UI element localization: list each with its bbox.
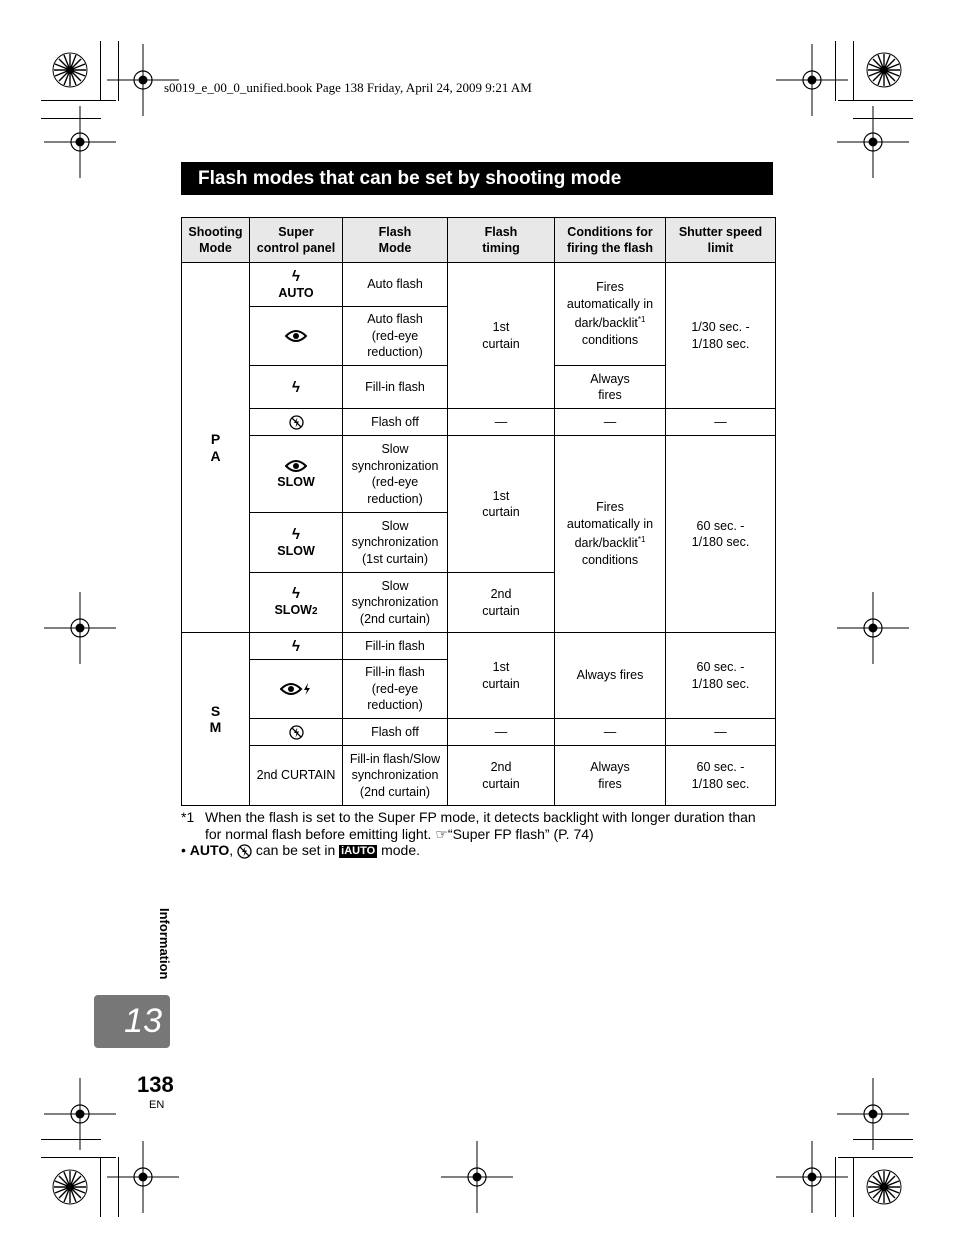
cond-fires-auto-a: Fires automatically in dark/backlit$^{*1}$ conditions: [555, 263, 666, 366]
red-eye-flash-icon: [280, 682, 312, 696]
flash-off-icon: [289, 415, 304, 430]
col-header-flash-timing: Flash timing: [448, 218, 555, 263]
sym-flash-off: [250, 409, 343, 436]
col-header-conditions: Conditions for firing the flash: [555, 218, 666, 263]
sym-auto-label: AUTO: [278, 285, 314, 300]
cond-fires-auto-b: Fires automatically in dark/backlit$^{*1}$ conditions: [555, 436, 666, 633]
section-title: Flash modes that can be set by shooting mode: [181, 162, 773, 195]
timing-dash-b: —: [448, 719, 555, 746]
flash-mode-auto-redeye: Auto flash (red-eye reduction): [343, 307, 448, 366]
footnote-marker: *1: [181, 809, 195, 825]
red-eye-icon: [285, 329, 307, 343]
sym-flash-auto: [250, 263, 343, 307]
speed-dash-b: —: [666, 719, 776, 746]
sym-slow-label: SLOW: [277, 543, 315, 558]
speed-60-180-c: 60 sec. - 1/180 sec.: [666, 746, 776, 806]
cond-always-fires-a: Always fires: [555, 366, 666, 409]
speed-30-180: 1/30 sec. - 1/180 sec.: [666, 263, 776, 409]
section-side-label: Information: [157, 908, 172, 980]
table-row: [182, 633, 776, 660]
flash-mode-off-sm: Flash off: [343, 719, 448, 746]
cond-always-fires-c: Always fires: [555, 746, 666, 806]
sym-2nd-curtain: 2nd CURTAIN: [250, 746, 343, 806]
flash-icon: ϟ: [292, 267, 300, 285]
flash-mode-fill-in-sm: Fill-in flash: [343, 633, 448, 660]
cond-dash-b: —: [555, 719, 666, 746]
sym-slow-label: SLOW: [277, 475, 315, 489]
timing-dash-a: —: [448, 409, 555, 436]
iauto-mode-icon: iAUTO: [341, 845, 376, 857]
col-header-shutter-speed: Shutter speed limit: [666, 218, 776, 263]
sym-slow2-label: SLOW: [274, 602, 312, 617]
page-number: 138: [137, 1072, 174, 1097]
sym-redeye-flash: [250, 660, 343, 719]
flash-mode-auto: Auto flash: [343, 263, 448, 307]
flash-mode-fill-in: Fill-in flash: [343, 366, 448, 409]
book-header-line: s0019_e_00_0_unified.book Page 138 Friday, April 24, 2009 9:21 AM: [164, 80, 532, 95]
flash-mode-slow-redeye: Slow synchronization (red-eye reduction): [343, 436, 448, 513]
bullet: •: [181, 842, 186, 858]
cond-dash-a: —: [555, 409, 666, 436]
timing-2nd-a: 2nd curtain: [448, 573, 555, 633]
flash-off-icon: [289, 725, 304, 740]
auto-note: • AUTO, can be set in iAUTO mode.: [181, 842, 421, 858]
page-language: EN: [149, 1099, 165, 1111]
flash-icon: ϟ: [292, 584, 300, 602]
flash-mode-fill-slow-2nd: Fill-in flash/Slow synchronization (2nd curtain): [343, 746, 448, 806]
table-header-row: [182, 218, 776, 263]
cond-always-fires-b: Always fires: [555, 633, 666, 719]
sym-slow2: ϟ SLOW2: [250, 573, 343, 633]
table-row: [182, 409, 776, 436]
col-header-shooting-mode: Shooting Mode: [182, 218, 250, 263]
sym-slow: [250, 513, 343, 573]
col-header-flash-mode: Flash Mode: [343, 218, 448, 263]
flash-mode-slow-1st: Slow synchronization (1st curtain): [343, 513, 448, 573]
footnote-1: When the flash is set to the Super FP mode, it detects backlight with longer duration than for normal flash before emitting light. ☞“Super FP flash” (P. 74): [205, 809, 756, 842]
timing-1st-b: 1st curtain: [448, 436, 555, 573]
footnote-reference: “Super FP flash” (P. 74): [447, 826, 594, 842]
speed-dash-a: —: [666, 409, 776, 436]
flash-mode-slow-2nd: Slow synchronization (2nd curtain): [343, 573, 448, 633]
timing-1st-c: 1st curtain: [448, 633, 555, 719]
flash-off-icon: [237, 844, 252, 859]
sym-redeye: [250, 307, 343, 366]
timing-2nd-b: 2nd curtain: [448, 746, 555, 806]
chapter-tab: 13: [94, 995, 170, 1048]
table-row: [182, 719, 776, 746]
reference-icon: ☞: [435, 826, 448, 842]
sym-flash-off-sm: [250, 719, 343, 746]
sym-fill-in-sm: [250, 633, 343, 660]
mode-sm: S M: [182, 633, 250, 806]
flash-mode-off-a: Flash off: [343, 409, 448, 436]
sym-fill-in: [250, 366, 343, 409]
sym-redeye-slow: [250, 436, 343, 513]
speed-60-180-a: 60 sec. - 1/180 sec.: [666, 436, 776, 633]
table-row: [182, 436, 776, 513]
flash-mode-fill-redeye: Fill-in flash (red-eye reduction): [343, 660, 448, 719]
speed-60-180-b: 60 sec. - 1/180 sec.: [666, 633, 776, 719]
table-row: [182, 746, 776, 806]
timing-1st-a: 1st curtain: [448, 263, 555, 409]
mode-pa: P A: [182, 263, 250, 633]
auto-label: AUTO: [189, 842, 230, 858]
col-header-super-control-panel: Super control panel: [250, 218, 343, 263]
flash-icon: ϟ: [292, 637, 300, 655]
flash-icon: ϟ: [292, 378, 300, 396]
flash-icon: ϟ: [292, 525, 300, 543]
red-eye-icon: [285, 459, 307, 473]
table-row: [182, 263, 776, 307]
flash-modes-table: [181, 217, 776, 806]
